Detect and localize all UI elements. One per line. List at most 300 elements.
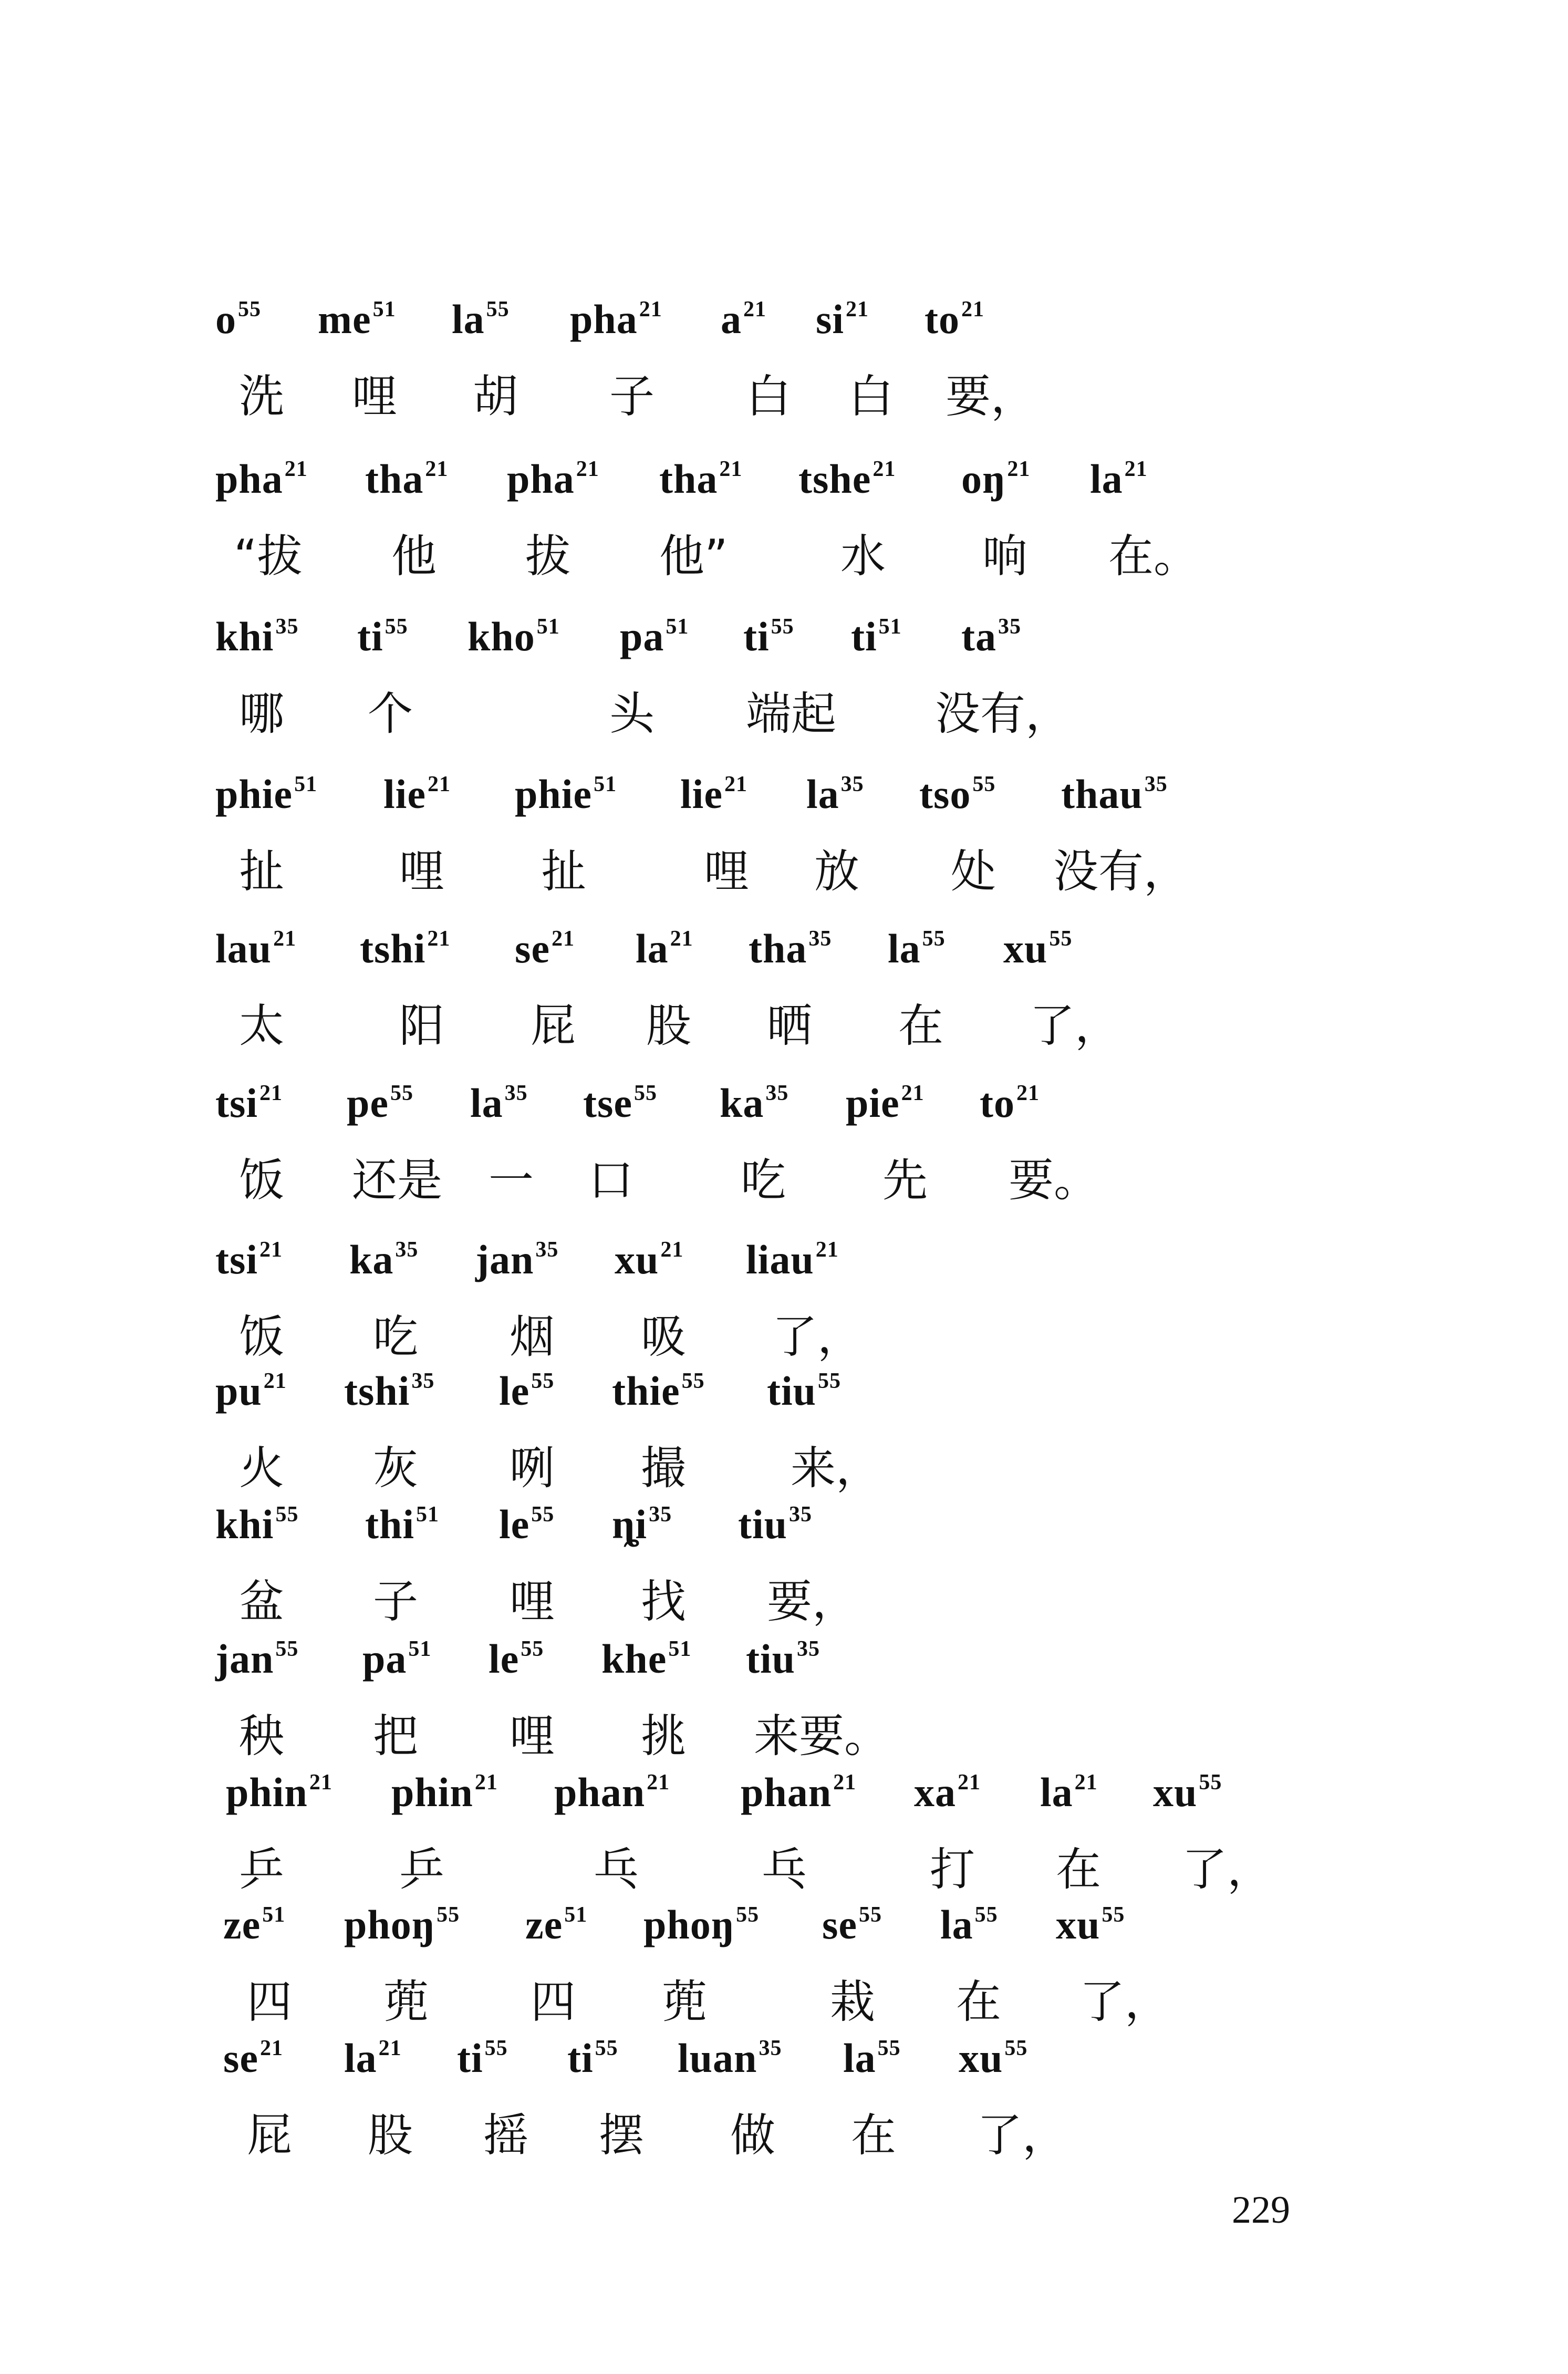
- gloss-word: [510, 1308, 555, 1366]
- tone-number: 55: [595, 2036, 618, 2060]
- gloss-text: 挑: [641, 1710, 686, 1763]
- gloss-word: [473, 368, 518, 426]
- gloss-text: 哪: [239, 688, 284, 740]
- tone-number: 21: [873, 457, 896, 481]
- gloss-text: 没有，: [935, 688, 1071, 740]
- tone-number: 21: [724, 772, 747, 796]
- gloss-word: [588, 1152, 634, 1209]
- tone-number: 21: [743, 297, 766, 322]
- gloss-word: [352, 1152, 442, 1209]
- phonetic-line: [0, 1365, 1568, 1433]
- syllable: [515, 768, 617, 821]
- gloss-word: [239, 1308, 284, 1366]
- gloss-word: [239, 368, 284, 426]
- syllable-text: la: [470, 1080, 503, 1126]
- gloss-word: [239, 685, 284, 743]
- tone-number: 21: [719, 457, 743, 481]
- syllable-text: thi: [365, 1501, 415, 1547]
- syllable-text: tso: [919, 771, 971, 817]
- tone-number: 21: [284, 457, 308, 481]
- gloss-word: [791, 1439, 881, 1497]
- syllable-text: xu: [959, 2035, 1003, 2081]
- gloss-text: 在: [851, 2109, 896, 2162]
- tone-number: 51: [594, 772, 617, 796]
- syllable-text: le: [499, 1501, 530, 1547]
- syllable-text: oŋ: [961, 456, 1006, 502]
- gloss-word: [882, 1152, 928, 1209]
- syllable-text: la: [940, 1902, 973, 1947]
- tone-number: 35: [535, 1238, 559, 1262]
- syllable-text: phie: [515, 771, 593, 817]
- syllable-text: la: [452, 296, 485, 342]
- tone-number: 21: [639, 297, 662, 322]
- tone-number: 55: [484, 2036, 508, 2060]
- phonetic-line: [0, 293, 1568, 361]
- syllable: [583, 1077, 657, 1129]
- tone-number: 55: [1199, 1770, 1222, 1795]
- gloss-word: [373, 1573, 418, 1631]
- gloss-word: [1053, 843, 1189, 900]
- gloss-word: [704, 843, 749, 900]
- gloss-word: [762, 1841, 807, 1899]
- syllable-text: tha: [659, 456, 718, 502]
- tone-number: 51: [878, 615, 902, 639]
- gloss-text: 太: [239, 1000, 284, 1052]
- gloss-word: [746, 685, 836, 743]
- phonetic-line: [0, 453, 1568, 521]
- syllable: [1090, 453, 1148, 505]
- gloss-word: [510, 1707, 555, 1765]
- tone-number: 51: [262, 1903, 286, 1927]
- syllable: [851, 610, 902, 663]
- syllable-text: pie: [846, 1080, 900, 1126]
- phonetic-line: [0, 1766, 1568, 1834]
- phonetic-line: [0, 1899, 1568, 1967]
- phonetic-line: [0, 1633, 1568, 1701]
- tone-number: 35: [808, 927, 832, 951]
- tone-number: 55: [437, 1903, 460, 1927]
- gloss-word: [525, 527, 570, 585]
- gloss-text: 摆: [599, 2109, 644, 2162]
- tone-number: 21: [576, 457, 599, 481]
- tone-number: 55: [531, 1369, 555, 1393]
- gloss-text: 阳: [399, 1000, 444, 1052]
- syllable: [738, 1498, 812, 1551]
- syllable: [1003, 922, 1072, 975]
- gloss-text: 哩: [510, 1710, 555, 1763]
- gloss-word: [641, 1573, 686, 1631]
- syllable-text: jan: [215, 1636, 274, 1682]
- syllable-text: ze: [525, 1902, 563, 1947]
- syllable-text: a: [721, 296, 742, 342]
- gloss-word: [373, 1439, 418, 1497]
- gloss-text: 做: [730, 2109, 775, 2162]
- syllable-text: phan: [741, 1769, 832, 1815]
- syllable: [360, 922, 450, 975]
- syllable: [743, 610, 794, 663]
- gloss-text: 打: [930, 1843, 975, 1896]
- syllable: [798, 453, 896, 505]
- gloss-text: 火: [239, 1442, 284, 1495]
- tone-number: 21: [670, 927, 693, 951]
- tone-number: 35: [395, 1238, 419, 1262]
- syllable-text: lau: [215, 926, 272, 971]
- syllable: [489, 1633, 544, 1685]
- gloss-text: 端起: [746, 688, 836, 740]
- syllable: [391, 1766, 498, 1819]
- syllable: [959, 2032, 1027, 2085]
- gloss-word: [982, 527, 1027, 585]
- syllable-text: thie: [612, 1368, 680, 1414]
- gloss-text: 先: [882, 1154, 928, 1207]
- syllable-text: ta: [961, 614, 996, 659]
- syllable-text: ka: [349, 1237, 394, 1282]
- syllable-text: phan: [554, 1769, 646, 1815]
- gloss-text: 哩: [704, 845, 749, 898]
- gloss-text: 他”: [659, 530, 728, 583]
- syllable: [636, 922, 693, 975]
- tone-number: 51: [666, 615, 689, 639]
- gloss-text: 要，: [767, 1575, 857, 1628]
- gloss-line: [0, 527, 1568, 596]
- gloss-text: 吸: [641, 1311, 686, 1363]
- syllable-text: tha: [749, 926, 807, 971]
- gloss-word: [489, 1152, 534, 1209]
- gloss-word: [399, 997, 444, 1055]
- syllable-text: ti: [567, 2035, 594, 2081]
- syllable: [961, 453, 1030, 505]
- gloss-word: [352, 368, 397, 426]
- syllable: [749, 922, 832, 975]
- tone-number: 21: [1124, 457, 1148, 481]
- tone-number: 55: [972, 772, 996, 796]
- syllable: [215, 610, 298, 663]
- gloss-word: [730, 2107, 775, 2164]
- syllable: [746, 1633, 820, 1685]
- tone-number: 55: [858, 1903, 882, 1927]
- tone-number: 51: [668, 1637, 692, 1661]
- tone-number: 35: [765, 1081, 789, 1105]
- gloss-text: 蔸: [383, 1976, 429, 2028]
- syllable: [318, 293, 396, 346]
- tone-number: 55: [771, 615, 794, 639]
- gloss-text: 在。: [1108, 530, 1199, 583]
- syllable-text: se: [822, 1902, 857, 1947]
- tone-number: 55: [634, 1081, 657, 1105]
- syllable: [919, 768, 995, 821]
- gloss-word: [399, 1841, 444, 1899]
- gloss-word: [483, 2107, 528, 2164]
- tone-number: 55: [974, 1903, 998, 1927]
- syllable: [620, 610, 689, 663]
- gloss-word: [239, 1841, 284, 1899]
- syllable-text: se: [223, 2035, 258, 2081]
- syllable: [470, 1077, 528, 1129]
- gloss-text: 了，: [977, 2109, 1067, 2162]
- tone-number: 55: [275, 1637, 299, 1661]
- gloss-text: 要。: [1009, 1154, 1099, 1207]
- syllable: [347, 1077, 413, 1129]
- tone-number: 55: [1004, 2036, 1028, 2060]
- syllable-text: tha: [365, 456, 424, 502]
- syllable-text: ze: [223, 1902, 261, 1947]
- tone-number: 21: [1016, 1081, 1040, 1105]
- syllable-text: liau: [746, 1237, 814, 1282]
- gloss-text: 口: [588, 1154, 634, 1207]
- tone-number: 35: [411, 1369, 435, 1393]
- tone-number: 35: [649, 1502, 672, 1527]
- syllable: [344, 1365, 434, 1417]
- gloss-text: 了，: [1079, 1976, 1170, 2028]
- syllable: [846, 1077, 925, 1129]
- gloss-text: “拔: [234, 530, 303, 583]
- syllable: [843, 2032, 901, 2085]
- gloss-text: 吃: [373, 1311, 418, 1363]
- syllable-text: ti: [357, 614, 383, 659]
- syllable: [365, 453, 448, 505]
- syllable-text: pha: [507, 456, 575, 502]
- gloss-text: 乓: [594, 1843, 639, 1896]
- gloss-word: [1009, 1152, 1099, 1209]
- syllable: [659, 453, 742, 505]
- syllable-text: ȵi: [612, 1501, 648, 1547]
- tone-number: 21: [425, 457, 449, 481]
- gloss-word: [391, 527, 437, 585]
- gloss-text: 一: [489, 1154, 534, 1207]
- tone-number: 55: [238, 297, 261, 322]
- syllable: [215, 1633, 298, 1685]
- syllable: [1153, 1766, 1222, 1819]
- syllable: [925, 293, 984, 346]
- syllable-text: xa: [914, 1769, 956, 1815]
- gloss-word: [646, 997, 691, 1055]
- gloss-word: [930, 1841, 975, 1899]
- gloss-line: [0, 685, 1568, 753]
- syllable: [515, 922, 575, 975]
- tone-number: 21: [273, 927, 297, 951]
- syllable: [643, 1899, 759, 1951]
- tone-number: 55: [275, 1502, 299, 1527]
- gloss-word: [951, 843, 996, 900]
- gloss-text: 了，: [1030, 1000, 1120, 1052]
- syllable-text: xu: [1153, 1769, 1198, 1815]
- gloss-word: [239, 1152, 284, 1209]
- phonetic-line: [0, 922, 1568, 991]
- gloss-line: [0, 1973, 1568, 2041]
- tone-number: 21: [309, 1770, 333, 1795]
- tone-number: 21: [427, 772, 451, 796]
- gloss-text: 把: [373, 1710, 418, 1763]
- syllable-text: pa: [620, 614, 664, 659]
- syllable: [615, 1233, 683, 1286]
- tone-number: 21: [259, 1081, 283, 1105]
- syllable: [365, 1498, 439, 1551]
- syllable-text: khe: [601, 1636, 667, 1682]
- gloss-word: [541, 843, 586, 900]
- gloss-text: 饭: [239, 1154, 284, 1207]
- syllable: [349, 1233, 418, 1286]
- syllable-text: pha: [215, 456, 283, 502]
- syllable-text: la: [636, 926, 669, 971]
- gloss-text: 拔: [525, 530, 570, 583]
- tone-number: 21: [263, 1369, 287, 1393]
- syllable: [215, 1498, 298, 1551]
- syllable: [499, 1498, 554, 1551]
- gloss-word: [830, 1973, 875, 2031]
- gloss-word: [898, 997, 943, 1055]
- syllable-text: ti: [851, 614, 877, 659]
- gloss-word: [239, 843, 284, 900]
- gloss-text: 屁: [531, 1000, 576, 1052]
- syllable: [223, 1899, 285, 1951]
- syllable-text: tiu: [738, 1501, 788, 1547]
- syllable-text: la: [344, 2035, 377, 2081]
- syllable-text: thau: [1061, 771, 1143, 817]
- tone-number: 35: [789, 1502, 813, 1527]
- tone-number: 21: [815, 1238, 839, 1262]
- gloss-word: [368, 685, 413, 743]
- syllable-text: la: [1090, 456, 1123, 502]
- gloss-word: [239, 1573, 284, 1631]
- gloss-line: [0, 843, 1568, 911]
- gloss-word: [510, 1573, 555, 1631]
- tone-number: 55: [736, 1903, 760, 1927]
- gloss-word: [772, 1308, 863, 1366]
- gloss-word: [767, 997, 812, 1055]
- gloss-text: 屁: [247, 2109, 292, 2162]
- syllable: [452, 293, 510, 346]
- syllable-text: phin: [391, 1769, 473, 1815]
- gloss-text: 白: [848, 370, 894, 423]
- gloss-word: [239, 1439, 284, 1497]
- tone-number: 55: [922, 927, 946, 951]
- syllable-text: tshi: [360, 926, 426, 971]
- tone-number: 21: [660, 1238, 684, 1262]
- gloss-text: 他: [391, 530, 437, 583]
- tone-number: 21: [1007, 457, 1031, 481]
- gloss-text: 在: [956, 1976, 1001, 2028]
- tone-number: 21: [259, 1238, 283, 1262]
- tone-number: 55: [486, 297, 510, 322]
- gloss-line: [0, 2107, 1568, 2175]
- tone-number: 35: [797, 1637, 821, 1661]
- tone-number: 21: [833, 1770, 857, 1795]
- syllable-text: ti: [743, 614, 770, 659]
- syllable-text: to: [925, 296, 960, 342]
- gloss-text: 来，: [791, 1442, 881, 1495]
- syllable-text: xu: [1003, 926, 1048, 971]
- gloss-word: [1108, 527, 1199, 585]
- gloss-text: 在: [1056, 1843, 1101, 1896]
- gloss-word: [1030, 997, 1120, 1055]
- syllable-text: to: [980, 1080, 1015, 1126]
- syllable: [567, 2032, 618, 2085]
- gloss-word: [239, 1707, 284, 1765]
- gloss-text: 吃: [741, 1154, 786, 1207]
- syllable-text: la: [843, 2035, 876, 2081]
- syllable: [475, 1233, 558, 1286]
- tone-number: 35: [504, 1081, 528, 1105]
- gloss-word: [373, 1707, 418, 1765]
- gloss-word: [641, 1308, 686, 1366]
- gloss-word: [746, 368, 791, 426]
- gloss-text: 盆: [239, 1575, 284, 1628]
- gloss-text: 白: [746, 370, 791, 423]
- syllable: [741, 1766, 856, 1819]
- gloss-text: 哩: [352, 370, 397, 423]
- tone-number: 55: [531, 1502, 555, 1527]
- syllable-text: la: [888, 926, 921, 971]
- gloss-text: 扯: [239, 845, 284, 898]
- gloss-word: [373, 1308, 418, 1366]
- syllable: [357, 610, 408, 663]
- gloss-text: 子: [609, 370, 655, 423]
- gloss-text: 股: [368, 2109, 413, 2162]
- gloss-text: 哩: [399, 845, 444, 898]
- gloss-word: [641, 1439, 686, 1497]
- syllable-text: me: [318, 296, 371, 342]
- gloss-text: 还是: [352, 1154, 442, 1207]
- phonetic-line: [0, 1498, 1568, 1567]
- gloss-word: [399, 843, 444, 900]
- syllable-text: phoŋ: [344, 1902, 435, 1947]
- tone-number: 55: [877, 2036, 901, 2060]
- gloss-word: [641, 1707, 686, 1765]
- syllable: [721, 293, 766, 346]
- syllable-text: pa: [362, 1636, 407, 1682]
- tone-number: 51: [564, 1903, 588, 1927]
- syllable: [822, 1899, 882, 1951]
- syllable: [570, 293, 662, 346]
- syllable-text: tshe: [798, 456, 871, 502]
- syllable: [980, 1077, 1040, 1129]
- gloss-text: 蔸: [662, 1976, 707, 2028]
- syllable-text: ti: [457, 2035, 483, 2081]
- syllable-text: khi: [215, 614, 274, 659]
- gloss-text: 烟: [510, 1311, 555, 1363]
- tone-number: 51: [536, 615, 560, 639]
- gloss-word: [840, 527, 886, 585]
- tone-number: 35: [998, 615, 1021, 639]
- tone-number: 21: [901, 1081, 925, 1105]
- gloss-text: 没有，: [1053, 845, 1189, 898]
- gloss-text: 扯: [541, 845, 586, 898]
- syllable: [767, 1365, 841, 1417]
- syllable-text: phie: [215, 771, 293, 817]
- tone-number: 51: [416, 1502, 440, 1527]
- syllable: [720, 1077, 788, 1129]
- tone-number: 21: [958, 1770, 981, 1795]
- syllable-text: tiu: [767, 1368, 817, 1414]
- syllable: [226, 1766, 333, 1819]
- gloss-text: 胡: [473, 370, 518, 423]
- gloss-word: [239, 997, 284, 1055]
- syllable: [680, 768, 747, 821]
- syllable-text: jan: [475, 1237, 534, 1282]
- gloss-text: 了，: [1182, 1843, 1272, 1896]
- syllable: [499, 1365, 554, 1417]
- gloss-text: 子: [373, 1575, 418, 1628]
- gloss-word: [754, 1707, 889, 1765]
- gloss-text: 在: [898, 1000, 943, 1052]
- gloss-text: 咧: [510, 1442, 555, 1495]
- syllable: [215, 453, 308, 505]
- syllable: [525, 1899, 587, 1951]
- gloss-text: 股: [646, 1000, 691, 1052]
- gloss-text: 个: [368, 688, 413, 740]
- gloss-text: 来要。: [754, 1710, 889, 1763]
- syllable-text: se: [515, 926, 550, 971]
